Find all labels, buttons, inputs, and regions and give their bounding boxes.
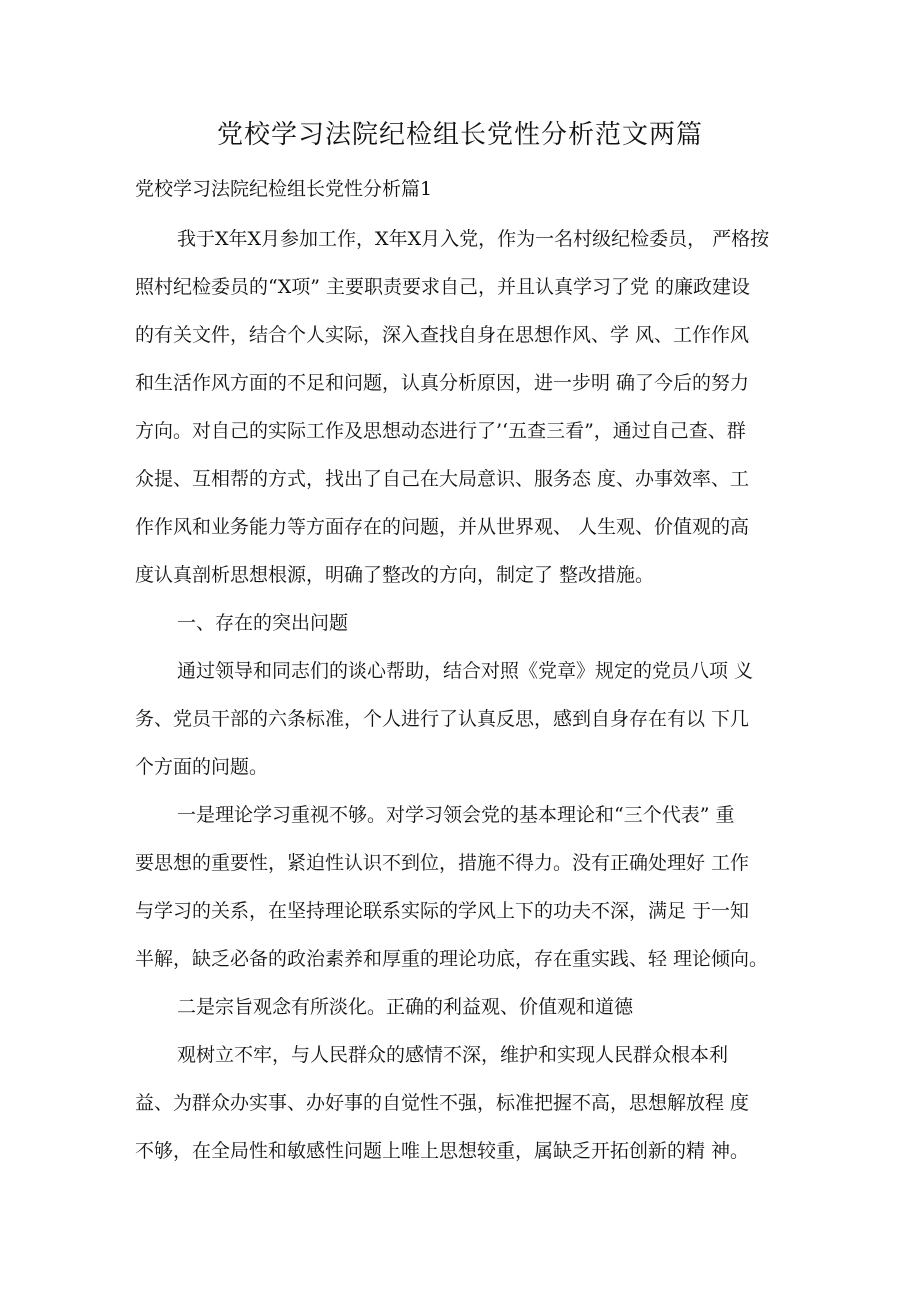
- paragraph-line: 半解，缺乏必备的政治素养和厚重的理论功底，存在重实践、轻 理论倾向。: [135, 948, 769, 970]
- paragraph-line: 我于X年X月参加工作，X年X月入党，作为一名村级纪检委员， 严格按: [177, 228, 770, 250]
- paragraph-line: 益、为群众办实事、办好事的自觉性不强，标准把握不高，思想解放程 度: [135, 1092, 750, 1114]
- paragraph-line: 作作风和业务能力等方面存在的问题，并从世界观、 人生观、价值观的高: [135, 516, 750, 538]
- paragraph-line: 方向。对自己的实际工作及思想动态进行了’‘五查三看”，通过自己查、群: [135, 420, 746, 442]
- paragraph-line: 众提、互相帮的方式，找出了自己在大局意识、服务态 度、办事效率、工: [135, 468, 750, 490]
- paragraph-line: 个方面的问题。: [135, 756, 269, 778]
- paragraph-line: 观树立不牢，与人民群众的感情不深，维护和实现人民群众根本利: [177, 1044, 729, 1066]
- paragraph-line: 务、党员干部的六条标准，个人进行了认真反思，感到自身存在有以 下几: [135, 708, 750, 730]
- document-subtitle: 党校学习法院纪检组长党性分析篇1: [135, 178, 433, 200]
- paragraph-line: 二是宗旨观念有所淡化。正确的利益观、价值观和道德: [177, 996, 634, 1018]
- paragraph-line: 的有关文件，结合个人实际，深入查找自身在思想作风、学 风、工作作风: [135, 324, 750, 346]
- paragraph-line: 一是理论学习重视不够。对学习领会党的基本理论和“三个代表” 重: [177, 804, 735, 826]
- paragraph-line: 通过领导和同志们的谈心帮助，结合对照《党章》规定的党员八项 义: [177, 660, 754, 682]
- section-heading: 一、存在的突出问题: [177, 612, 349, 634]
- paragraph-line: 不够，在全局性和敏感性问题上唯上思想较重，属缺乏开拓创新的精 神。: [135, 1140, 750, 1162]
- paragraph-line: 照村纪检委员的“X项” 主要职责要求自己，并且认真学习了党 的廉政建设: [135, 276, 751, 298]
- paragraph-line: 和生活作风方面的不足和问题，认真分析原因，进一步明 确了今后的努力: [135, 372, 750, 394]
- paragraph-line: 度认真剖析思想根源，明确了整改的方向，制定了 整改措施。: [135, 564, 655, 586]
- document-title: 党校学习法院纪检组长党性分析范文两篇: [216, 120, 703, 150]
- paragraph-line: 与学习的关系，在坚持理论联系实际的学风上下的功夫不深，满足 于一知: [135, 900, 750, 922]
- paragraph-line: 要思想的重要性，紧迫性认识不到位，措施不得力。没有正确处理好 工作: [135, 852, 750, 874]
